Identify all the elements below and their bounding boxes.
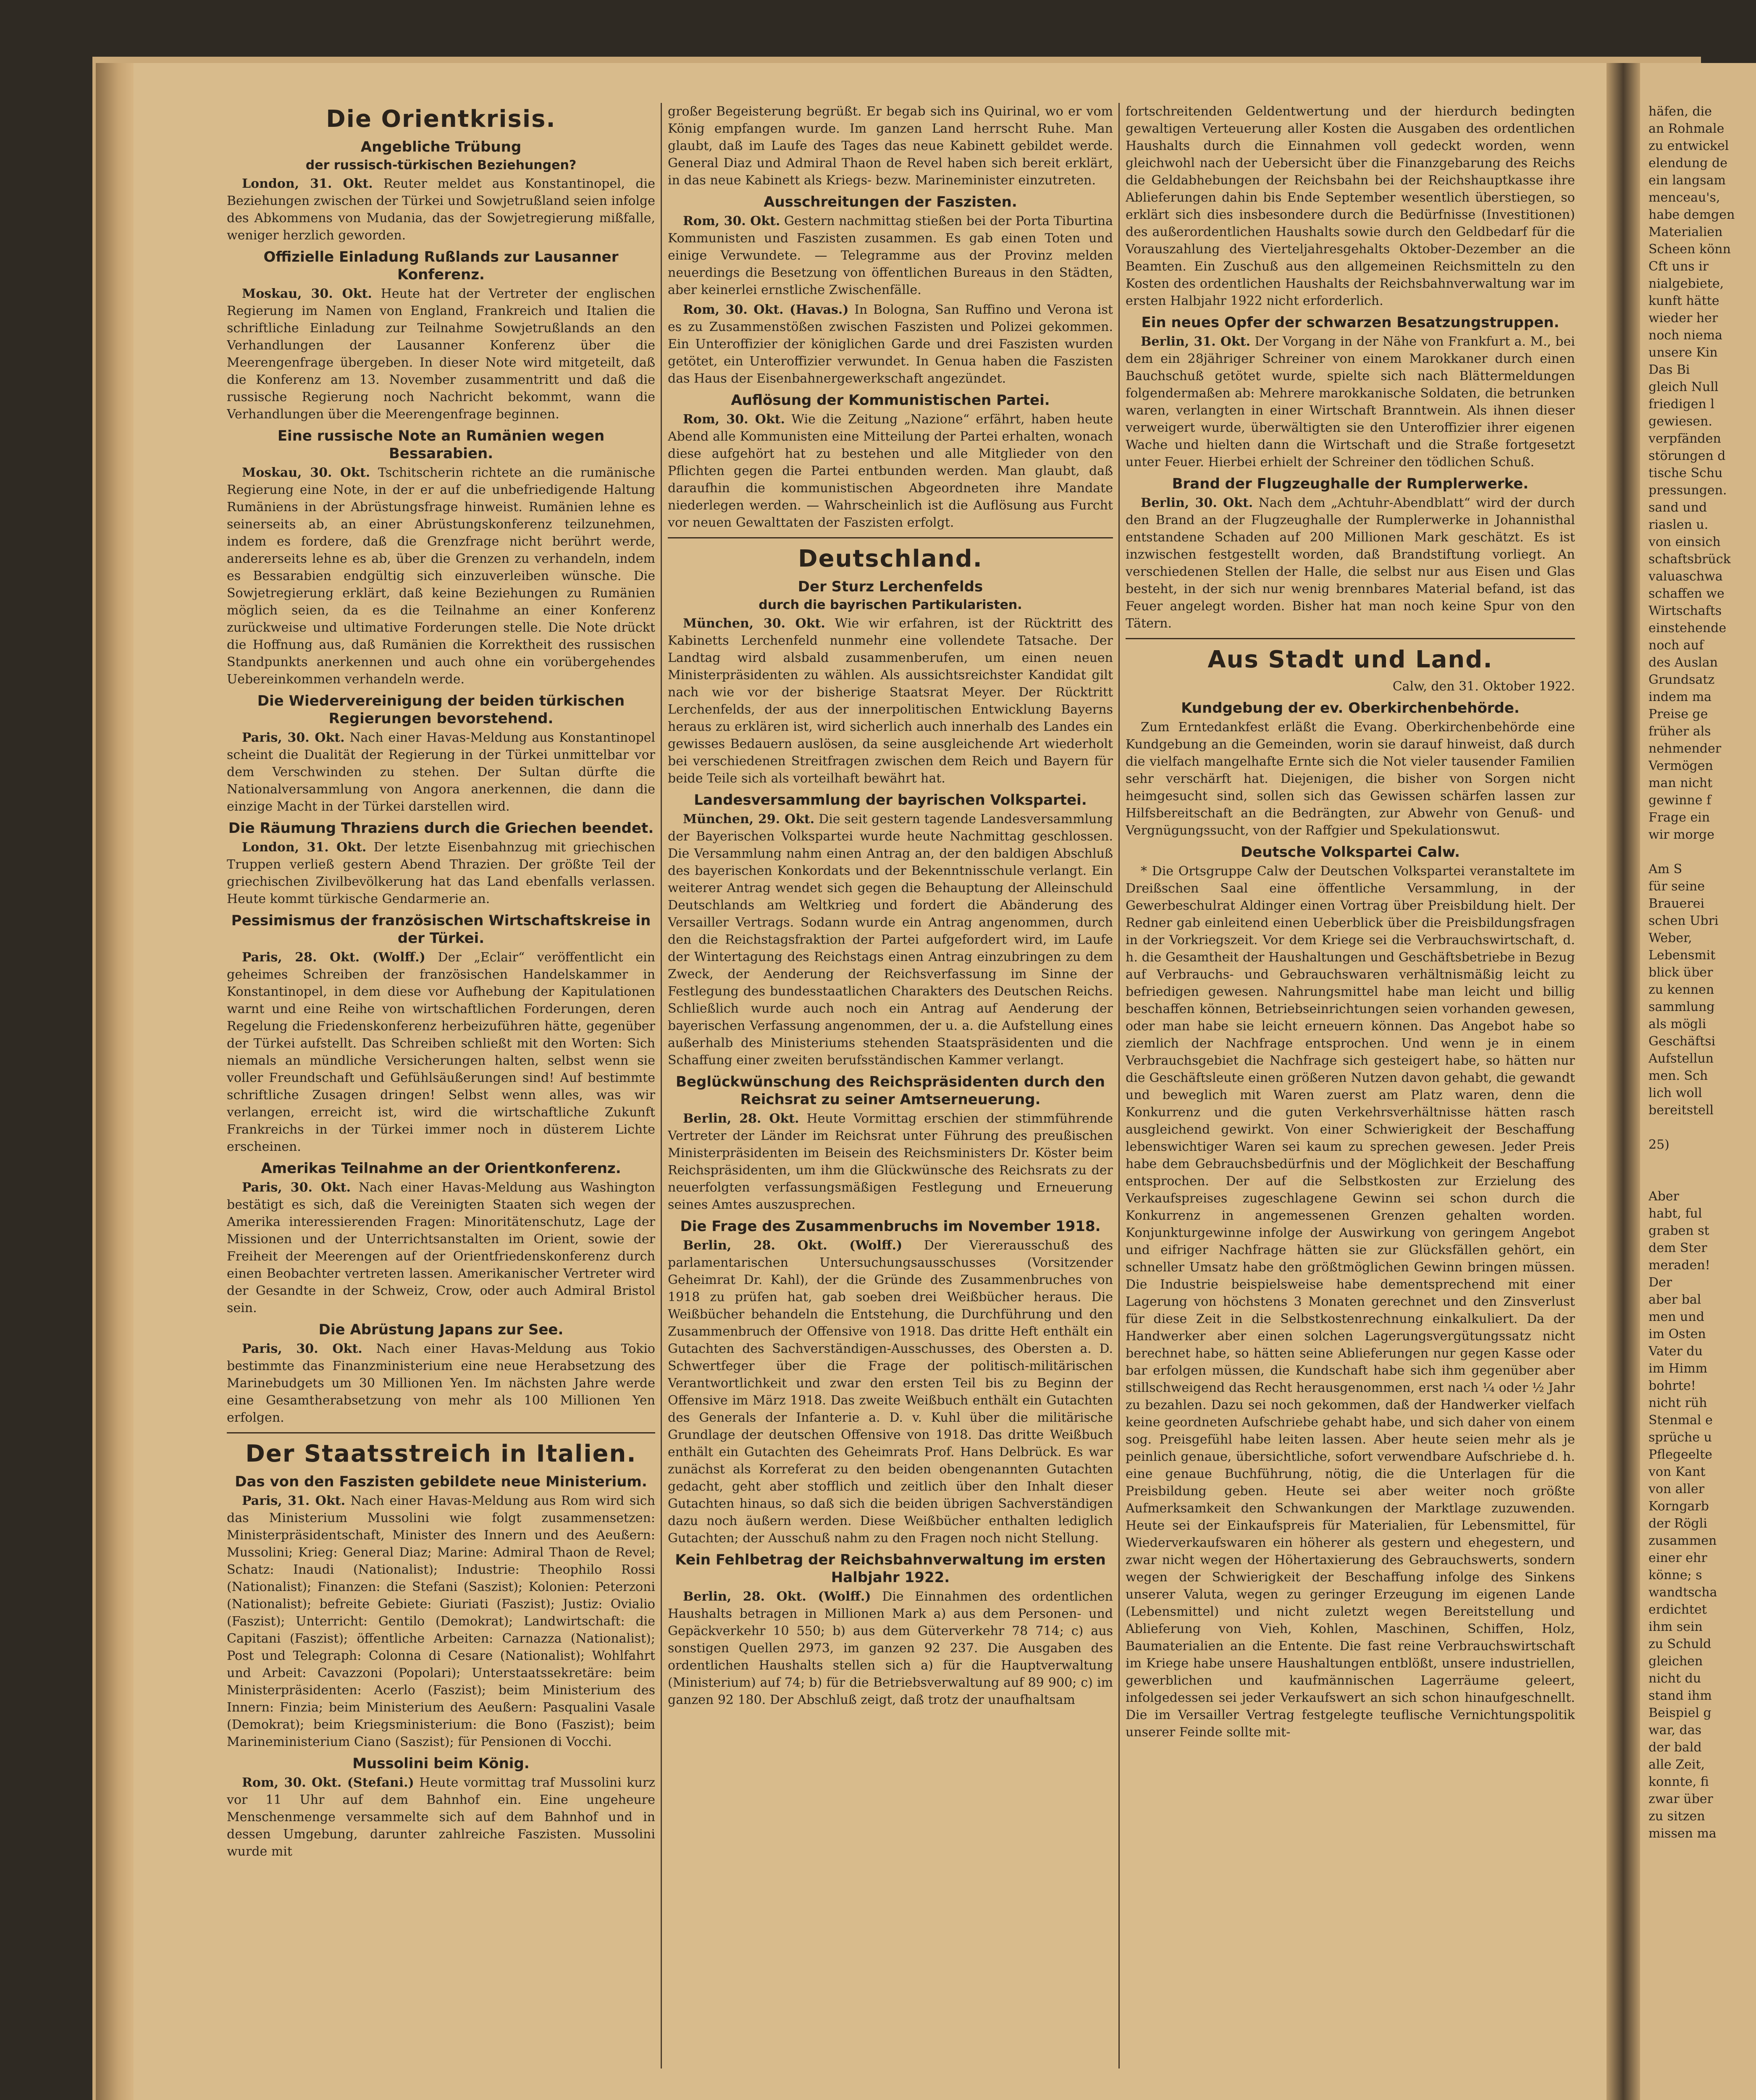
article-body [668,1237,1113,1547]
book-gutter [1606,63,1640,2100]
section-divider [1126,638,1575,639]
article-text: Nach dem „Achtuhr-Abendblatt“ wird der durch den Brand an der Flugzeughalle der Rumplerwerke in Johannisthal entstandene Schaden auf 200 Millionen Mark geschätzt. Es ist inzwischen festgestellt worden, daß Brandstiftung vorliegt. An verschiedenen Stellen der Halle, die selbst nur aus Eisen und Glas besteht, in der sich nur wenig brennbares Material befand, ist das Feuer angelegt worden. Bisher hat man noch keine Spur von den Tätern. [1126,496,1575,631]
dateline: Rom, 30. Okt. [683,214,780,228]
dateline: Berlin, 28. Okt. (Wolff.) [683,1589,871,1604]
article-body [668,1110,1113,1213]
article-body [668,811,1113,1069]
article-text: Nach einer Havas-Meldung aus Rom wird sich das Ministerium Mussolini wie folgt zusammensetzen: Ministerpräsidentschaft, Minister des Innern und des Aeußern: Mussolini; Krieg: General Diaz; Marine: Admiral Thaon de Revel; Schatz: Inaudi (Nationalist); Industrie: Theophilo Rossi (Nationalist); Finanzen: die Stefani (Saszist); Kolonien: Peterzoni (Nationalist); befreite Gebiete: Giuriati (Faszist); Justiz: Ovialio (Faszist); Unterricht: Gentilo (Demokrat); Landwirtschaft: die Capitani (Faszist); öffentliche Arbeiten: Carnazza (Nationalist); Post und Telegraph: Colonna di Cesare (Nationalist); Wohlfahrt und Arbeit: Cavazzoni (Popolari); Unterstaatssekretäre: beim Ministerpräsidenten: Acerlo (Faszist); beim Ministerium des Innern: Finzia; beim Ministerium des Aeußern: Pasqualini Vasale (Demokrat); beim Kriegsministerium: die Bono (Faszist); beim Marineministerium Ciano (Saszist); für Pensionen di Vocchi. [227,1494,655,1749]
article-body [1126,333,1575,471]
article-headline: Pessimismus der französischen Wirtschaftskreise in der Türkei. [231,912,651,947]
column-2 [668,103,1113,2068]
column-rule [661,103,662,2068]
dateline: Paris, 30. Okt. [242,730,345,745]
article-body [227,949,655,1155]
article-headline: Ein neues Opfer der schwarzen Besatzungstruppen. [1141,314,1559,331]
article-text: Reuter meldet aus Konstantinopel, die Beziehungen zwischen der Türkei und Sowjetrußland seien infolge des Abkommens von Mudania, das der Sowjetregierung mißfalle, weniger herzlich geworden. [227,176,655,243]
dateline: Berlin, 31. Okt. [1141,334,1251,349]
section-heading: Der Staatsstreich in Italien. [245,1440,637,1467]
dateline: Paris, 31. Okt. [242,1494,346,1508]
section-divider [227,1432,655,1433]
article-text: In Bologna, San Ruffino und Verona ist es zu Zusammenstößen zwischen Faszisten und Polizei gekommen. Ein Unteroffizier der königlichen Garde und drei Faszisten wurden getötet, ein Unteroffizier verwundet. In Genua haben die Faszisten das Haus der Eisenbahnergewerkschaft angezündet. [668,302,1113,386]
article-text: Nach einer Havas-Meldung aus Washington bestätigt es sich, daß die Vereinigten Staaten sich wegen der Amerika interessierenden Fragen: Minoritätenschutz, Lage der Missionen und der Unterrichtsanstalten im Orient, sowie der Freiheit der Meerengen auf der Orientfriedenskonferenz durch einen Beobachter vertreten lassen. Amerikanischer Vertreter wird der Gesandte in der Schweiz, Crow, oder auch Admiral Bristol sein. [227,1180,655,1315]
article-body [668,213,1113,299]
article-headline: Die Abrüstung Japans zur See. [318,1321,564,1338]
article-body [227,464,655,688]
dateline: München, 30. Okt. [683,616,825,631]
dateline: Rom, 30. Okt. (Havas.) [683,302,849,317]
dateline: München, 29. Okt. [683,812,815,827]
local-dateline: Calw, den 31. Oktober 1922. [1392,679,1575,694]
article-headline: Landesversammlung der bayrischen Volkspartei. [694,792,1087,808]
article-headline: Angebliche Trübung [360,139,522,155]
section-heading: Deutschland. [798,545,983,572]
article-headline: Eine russische Note an Rumänien wegen Bessarabien. [277,428,605,462]
dateline: London, 31. Okt. [242,176,373,191]
article-body [227,1774,655,1860]
article-headline: Ausschreitungen der Faszisten. [764,194,1017,210]
article-headline: Mussolini beim König. [352,1755,530,1772]
article-body [227,839,655,908]
article-text: Heute vormittag traf Mussolini kurz vor 11 Uhr auf dem Bahnhof ein. Eine ungeheure Menschenmenge versammelte sich auf dem Bahnhof und in dessen Umgebung, darunter zahlreiche Faszisten. Mussolini wurde mit [227,1775,655,1859]
article-body [227,729,655,815]
dateline: Berlin, 30. Okt. [1141,496,1253,510]
column-3 [1126,103,1575,2068]
article-continuation: fortschreitenden Geldentwertung und der hierdurch bedingten gewaltigen Verteuerung aller Kosten die Ausgaben des ordentlichen Haushalts durch die Einnahmen voll gedeckt worden, wenn gleichwohl nach der Uebersicht über die Finanzgebarung des Reichs die Geldabhebungen der Reichsbahn bei der Reichshauptkasse ihre Ablieferungen dahin bis Ende September wesentlich überstiegen, so erklärt sich dies insbesondere durch die Bedürfnisse (Investitionen) des außerordentlichen Haushalts sowie durch den Geldbedarf für die Vorauszahlung des Vierteljahresgehalts Oktober-Dezember an die Beamten. Ein Zuschuß aus den allgemeinen Reichsmitteln zu den Kosten des ordentlichen Haushalts der Reichsbahnverwaltung war im ersten Halbjahr 1922 nicht erforderlich. [1126,104,1575,308]
article-text: Der Viererausschuß des parlamentarischen Untersuchungsausschusses (Vorsitzender Geheimrat Dr. Kahl), der die Gründe des Zusammenbruches von 1918 zu prüfen hat, gab soeben drei Weißbücher heraus. Die Weißbücher behandeln die Entstehung, die Durchführung und den Zusammenbruch der Offensive von 1918. Das dritte Heft enthält ein Gutachten des Sachverständigen-Ausschusses, des Obersten a. D. Schwertfeger über die Frage der politisch-militärischen Verantwortlichkeit und zwar den ersten Teil bis zu Beginn der Offensive im März 1918. Das zweite Weißbuch enthält ein Gutachten des Generals der Infanterie a. D. v. Kuhl über die militärische Grundlage der deutschen Offensive von 1918. Das dritte Weißbuch enthält ein Gutachten des Geheimrats Prof. Hans Delbrück. Es war zunächst als Korreferat zu den beiden obengenannten Gutachten gedacht, geht aber stofflich und zeitlich über den Inhalt dieser Gutachten hinaus, so daß sich die beiden übrigen Sachverständigen dazu noch äußern werden. Diese Weißbücher enthalten lediglich Gutachten; der Ausschuß nahm zu den Fragen noch nicht Stellung. [668,1238,1113,1546]
article-headline: Deutsche Volkspartei Calw. [1240,844,1460,861]
dateline: Paris, 30. Okt. [242,1341,362,1356]
article-headline: Auflösung der Kommunistischen Partei. [731,392,1050,409]
article-subheadline: der russisch-türkischen Beziehungen? [305,158,577,173]
article-headline: Die Frage des Zusammenbruchs im November 1918. [680,1218,1101,1235]
article-text: * Die Ortsgruppe Calw der Deutschen Volkspartei veranstaltete im Dreißschen Saal eine öffentliche Versammlung, in der Gewerbeschulrat Aldinger einen Vortrag über Preisbildung hielt. Der Redner gab einleitend einen Ueberblick über die Preisbildungsfragen in der Vorkriegszeit. Vor dem Kriege sei die Verbrauchswirtschaft, d. h. die Gesamtheit der Haushaltungen und Geschäftsbetriebe in Bezug auf Verbrauchs- und Gebrauchswaren verhältnismäßig leicht zu befriedigen gewesen. Nahrungsmittel habe man leicht und billig beschaffen können, Betriebseinrichtungen seien vorhanden gewesen, oder man habe sie leicht erneuern können. Das Angebot habe so ziemlich der Nachfrage entsprochen. Und wenn je in einem Verbrauchsgebiet die Nachfrage sich gesteigert habe, so hätten nur die Geschäftsleute einen größeren Nutzen davon gehabt, die gewandt und beweglich mit Waren zuerst am Platz waren, denn die Konkurrenz und die guten Verkehrsverhältnisse hätten rasch ausgleichend gewirkt. Von einer Schwierigkeit der Beschaffung lebenswichtiger Waren sei kaum zu sprechen gewesen. Jeder Preis habe dem Gebrauchsbedürfnis und der Möglichkeit der Beschaffung entsprochen. Der auf die Selbstkosten zur Erzielung des Verkaufspreises zugeschlagene Gewinn sei schon durch die Konkurrenz in angemessenen Grenzen gehalten worden. Konjunkturgewinne infolge der Auswirkung von geringem Angebot und eifriger Nachfrage hätten sie zur Glücksfällen gehört, ein schneller Umsatz habe den größtmöglichen Gewinn bringen müssen. Die Industrie beispielsweise habe dementsprechend mit einer Lagerung von höchstens 3 Monaten gerechnet und den Zinsverlust für diese Zeit in die Selbstkostenrechnung einkalkuliert. Da der Handwerker aber einen solchen Lagerungsvergütungssatz nicht berechnet habe, so hätten seine Ablieferungen nur gegen Kasse oder bar erfolgen müssen, die Kundschaft habe sich ihm gegenüber aber stillschweigend das Recht herausgenommen, erst nach ¼ oder ½ Jahr zu bezahlen. Dazu sei noch gekommen, daß der Handwerker vielfach keine geordneten Aufschriebe gehabt habe, und sich daher von einem sog. Preisgefühl habe leiten lassen. Aber heute seien mehr als je peinlich genaue, übersichtliche, sofort verwendbare Aufschriebe d. h. eine genaue Buchführung, nötig, die die Unterlagen für die Preisbildung geben. Heute sei aber weiter noch größte Aufmerksamkeit den Schwankungen der Marktlage zuzuwenden. Heute sei der Einkaufspreis für Materialien, für Lebensmittel, für Wiederverkaufswaren ein höherer als gestern und ehegestern, und zwar nicht wegen der Höhertaxierung des Gebrauchswerts, sondern wegen der Schwierigkeit der Beschaffung infolge des Sinkens unserer Valuta, wegen zu geringer Erzeugung im eigenen Lande (Lebensmittel) und nicht zuletzt wegen Bereitstellung und Ablieferung von Vieh, Kohlen, Maschinen, Schiffen, Holz, Baumaterialien an die Entente. Die fast reine Verbrauchswirtschaft im Kriege habe unsere Haushaltungen entblößt, unsere industriellen, gewerblichen und kaufmännischen Lagerräume geleert, infolgedessen sei jeder Verkaufswert an sich schon hinaufgeschnellt. Die im Versailler Vertrag festgelegte teuflische Vernichtungspolitik unserer Feinde sollte mit- [1126,864,1575,1740]
article-body [668,615,1113,787]
dateline: London, 31. Okt. [242,840,367,855]
article-body [227,1492,655,1751]
article-text: Wie die Zeitung „Nazione“ erfährt, haben heute Abend alle Kommunisten eine Mitteilung der Partei erhalten, wonach diese aufgehört hat zu bestehen und alle Mitglieder von den Pflichten gegen die Partei entbunden werden. Man glaubt, daß daraufhin die kommunistischen Abgeordneten ihre Mandate niederlegen werden. — Wahrscheinlich ist die Auflösung aus Furcht vor neuen Gewalttaten der Faszisten erfolgt. [668,412,1113,530]
section-heading: Die Orientkrisis. [326,105,556,133]
article-headline: Der Sturz Lerchenfelds [798,578,983,595]
section-divider [668,537,1113,538]
article-text: Der letzte Eisenbahnzug mit griechischen Truppen verließ gestern Abend Thrazien. Der größte Teil der griechischen Zivilbevölkerung hat das Land ebenfalls verlassen. Heute kommt türkische Gendarmerie an. [227,840,655,906]
dateline: Moskau, 30. Okt. [242,465,370,480]
article-body [668,301,1113,387]
dateline: Paris, 30. Okt. [242,1180,351,1195]
article-headline: Brand der Flugzeughalle der Rumplerwerke. [1172,475,1529,492]
article-headline: Amerikas Teilnahme an der Orientkonferenz. [261,1160,621,1177]
article-text: Gestern nachmittag stießen bei der Porta Tiburtina Kommunisten und Faszisten zusammen. Es gab einen Toten und einige Verwundete. — Telegramme aus der Provinz melden neuerdings die Besetzung von öffentlichen Bureaus in den Städten, aber keinerlei ernstliche Zwischenfälle. [668,214,1113,297]
article-headline: Das von den Faszisten gebildete neue Ministerium. [235,1473,647,1490]
dateline: Rom, 30. Okt. (Stefani.) [242,1775,414,1790]
article-text: Die seit gestern tagende Landesversammlung der Bayerischen Volkspartei wurde heute Nachmittag geschlossen. Die Versammlung nahm einen Antrag an, der den baldigen Abschluß des bayerischen Konkordats und der Bekenntnisschule verlangt. Ein weiterer Antrag wendet sich gegen die Behauptung der Alleinschuld Deutschlands am Weltkrieg und fordert die Abänderung des Versailler Vertrags. Sodann wurde ein Antrag angenommen, durch den die Reichstagsfraktion der Partei aufgefordert wird, im Laufe der Wintertagung des Reichstags einen Antrag einzubringen zu dem Zweck, der Aenderung der Reichsverfassung im Sinne der Festlegung des bundesstaatlichen Charakters des Deutschen Reichs. Schließlich wurde auch noch ein Antrag auf Aenderung der bayerischen Verfassung angenommen, der u. a. die Aufstellung eines außerhalb des Ministeriums stehenden Staatspräsidenten und die Schaffung einer zweiten berufsständischen Kammer verlangt. [668,812,1113,1068]
article-text: Nach einer Havas-Meldung aus Tokio bestimmte das Finanzministerium eine neue Herabsetzung des Marinebudgets um 30 Millionen Yen. Im nächsten Jahre werde eine Gesamtherabsetzung von mehr als 100 Millionen Yen erfolgen. [227,1341,655,1425]
section-heading: Aus Stadt und Land. [1207,646,1493,673]
article-continuation: großer Begeisterung begrüßt. Er begab sich ins Quirinal, wo er vom König empfangen wurde. Im ganzen Land herrscht Ruhe. Man glaubt, daß im Laufe des Tages das neue Kabinett gebildet werde. General Diaz und Admiral Thaon de Revel haben sich bereit erklärt, in das neue Kabinett als Kriegs- bezw. Marineminister einzutreten. [668,104,1113,188]
article-body [1126,494,1575,632]
page-stack-edge [96,63,134,2100]
article-text: Nach einer Havas-Meldung aus Konstantinopel scheint die Dualität der Regierung in der Türkei unmittelbar vor dem Verschwinden zu stehen. Der Sultan dürfte die Nationalversammlung von Angora anerkennen, die dann die einzige Macht in der Türkei darstellen wird. [227,730,655,814]
article-body [227,1340,655,1426]
article-text: Heute Vormittag erschien der stimmführende Vertreter der Länder im Reichsrat unter Führung des preußischen Ministerpräsidenten im Beisein des Reichsministers Dr. Köster beim Reichspräsidenten, um ihm die Glückwünsche des Reichsrats zu der neuerfolgten verfassungsmäßigen Festlegung und Erneuerung seines Amtes auszusprechen. [668,1111,1113,1212]
article-body [668,411,1113,531]
article-text: Heute hat der Vertreter der englischen Regierung im Namen von England, Frankreich und Italien die schriftliche Einladung zur Teilnahme Sowjetrußlands an den Verhandlungen der Lausanner Konferenz über die Meerengenfrage übergeben. In dieser Note wird mitgeteilt, daß die Konferenz am 13. November zusammentritt und daß die russische Regierung noch Nachricht bekommt, wann die Verhandlungen über die Meerengenfrage beginnen. [227,286,655,422]
column-rule [1118,103,1120,2068]
article-subheadline: durch die bayrischen Partikularisten. [759,598,1022,612]
dateline: Paris, 28. Okt. (Wolff.) [242,950,425,965]
article-text: Der Vorgang in der Nähe von Frankfurt a. M., bei dem ein 28jähriger Schreiner von einem Marokkaner durch einen Bauchschuß getötet wurde, spielte sich nach Blättermeldungen folgendermaßen ab: Mehrere marokkanische Soldaten, die betrunken waren, verlangten in einer Wirtschaft Branntwein. Als ihnen dieser verweigert wurde, überwältigten sie den Unteroffizier ihrer eigenen Wache und hielten dann die Wirtschaft und die Straße fortgesetzt unter Feuer. Hierbei erhielt der Schreiner den tödlichen Schuß. [1126,334,1575,470]
article-text: Tschitscherin richtete an die rumänische Regierung eine Note, in der er auf die unbefriedigende Haltung Rumäniens in der Abrüstungsfrage hinweist. Rumänien lehne es seinerseits ab, an einer Abrüstungskonferenz teilzunehmen, indem es fordere, daß die Grenzfrage nicht berührt werde, andererseits lehne es ab, über die Grenzen zu verhandeln, indem es Bessarabien endgültig sich einzuverleiben wünsche. Die Sowjetregierung erklärt, daß keine Beziehungen zu Rumänien möglich seien, da es die Teilnahme an einer Konferenz zurückweise und ultimative Forderungen stelle. Die Note drückt die Hoffnung aus, daß Rumänien die Korrektheit des russischen Standpunkts anerkennen und auch ohne ein vorübergehendes Uebereinkommen verhandeln werde. [227,465,655,687]
article-headline: Die Wiedervereinigung der beiden türkischen Regierungen bevorstehend. [257,693,625,727]
article-headline: Die Räumung Thraziens durch die Griechen beendet. [228,820,654,837]
article-body [227,175,655,244]
article-text: Die Einnahmen des ordentlichen Haushalts betragen in Millionen Mark a) aus dem Personen- und Gepäckverkehr 10 550; b) aus dem Güterverkehr 78 714; c) aus sonstigen Quellen 2973, im ganzen 92 237. Die Ausgaben des ordentlichen Haushalts stellen sich a) für die Hauptverwaltung (Ministerium) auf 74; b) für die Betriebsverwaltung auf 89 900; c) im ganzen 92 180. Der Abschluß zeigt, daß trotz der unaufhaltsam [668,1589,1113,1707]
facing-page-text: häfen, die an Rohmale zu entwickel elendung de ein langsam menceau's, habe demgen Materialien Scheen könn Cft uns ir nialgebiete, kunft hätte wieder her noch niema unsere Kin Das Bi gleich Null friedigen l gewiesen. verpfänden störungen d tische Schu pressungen. sand und riaslen u. von einsich schaftsbrück valuaschwa schaffen we Wirtschafts einstehende noch auf des Auslan Grundsatz indem ma Preise ge früher als nehmender Vermögen man nicht gewinne f Frage ein wir morge Am S für seine Brauerei schen Ubri Weber, Lebensmit blick über zu kennen sammlung als mögli Geschäftsi Aufstellun men. Sch lich woll bereitstell 25) Aber habt, ful graben st dem Ster meraden! Der aber bal men und im Osten Vater du im Himm bohrte! nicht rüh Stenmal e sprüche u Pflegeelte von Kant von aller Korngarb der Rögli zusammen einer ehr könne; s wandtscha erdichtet ihm sein zu Schuld gleichen nicht du stand ihm Beispiel g war, das der bald alle Zeit, konnte, fi zwar über zu sitzen missen ma [1648,104,1735,1841]
article-text: Zum Erntedankfest erläßt die Evang. Oberkirchenbehörde eine Kundgebung an die Gemeinden, worin sie darauf hinweist, daß durch die vielfach mangelhafte Ernte sich die Not vieler tausender Familien sehr verschärft hat. Diejenigen, die bisher von Sorgen nicht heimgesucht sind, sollen sich das Gewissen schärfen lassen zur Hilfsbereitschaft an die Bedrängten, zur Abwehr von Genuß- und Vergnügungssucht, von der Raffgier und Spekulationswut. [1126,720,1575,838]
article-text: Wie wir erfahren, ist der Rücktritt des Kabinetts Lerchenfeld nunmehr eine vollendete Tatsache. Der Landtag wird alsbald zusammenberufen, um einen neuen Ministerpräsidenten zu wählen. Als aussichtsreichster Kandidat gilt nach wie vor der bisherige Staatsrat Meyer. Der Rücktritt Lerchenfelds, der aus der innerpolitischen Entwicklung Bayerns heraus zu erklären ist, wird sicherlich auch innerhalb des Landes ein gewisses Bedauern auslösen, da seine ausgleichende Art wiederholt bei verschiedenen Streitfragen zwischen dem Reich und Bayern für beide Teile sich als vorteilhaft bewährt hat. [668,616,1113,786]
column-1 [227,103,655,2068]
article-body [668,1588,1113,1709]
article-headline: Kundgebung der ev. Oberkirchenbehörde. [1181,700,1520,717]
article-body [227,1179,655,1317]
dateline: Berlin, 28. Okt. [683,1111,799,1126]
article-headline: Kein Fehlbetrag der Reichsbahnverwaltung im ersten Halbjahr 1922. [675,1551,1106,1586]
dateline: Rom, 30. Okt. [683,412,785,427]
dateline: Moskau, 30. Okt. [242,286,372,301]
article-text: Der „Eclair“ veröffentlicht ein geheimes Schreiben der französischen Handelskammer in Konstantinopel, in dem diese vor Aufhebung der Kapitulationen warnt und eine Reihe von wirtschaftlichen Forderungen, deren Regelung die Friedenskonferenz herbeizuführen hätte, gegenüber der Türkei aufstellt. Das Schreiben schließt mit den Worten: Sich niemals an mündliche Versicherungen halten, selbst wenn sie voller Freundschaft und Gefühlsäußerungen sind! Auf bestimmte schriftliche Zusagen dringen! Selbst wenn alles, was wir verlangen, erreicht ist, wird die wirtschaftliche Zukunft Frankreichs in der Türkei immer noch in düsterem Lichte erscheinen. [227,950,655,1154]
article-body [227,285,655,423]
article-headline: Beglückwünschung des Reichspräsidenten durch den Reichsrat zu seiner Amtserneuerung. [676,1074,1105,1108]
article-headline: Offizielle Einladung Rußlands zur Lausanner Konferenz. [263,249,619,283]
dateline: Berlin, 28. Okt. (Wolff.) [683,1238,903,1253]
